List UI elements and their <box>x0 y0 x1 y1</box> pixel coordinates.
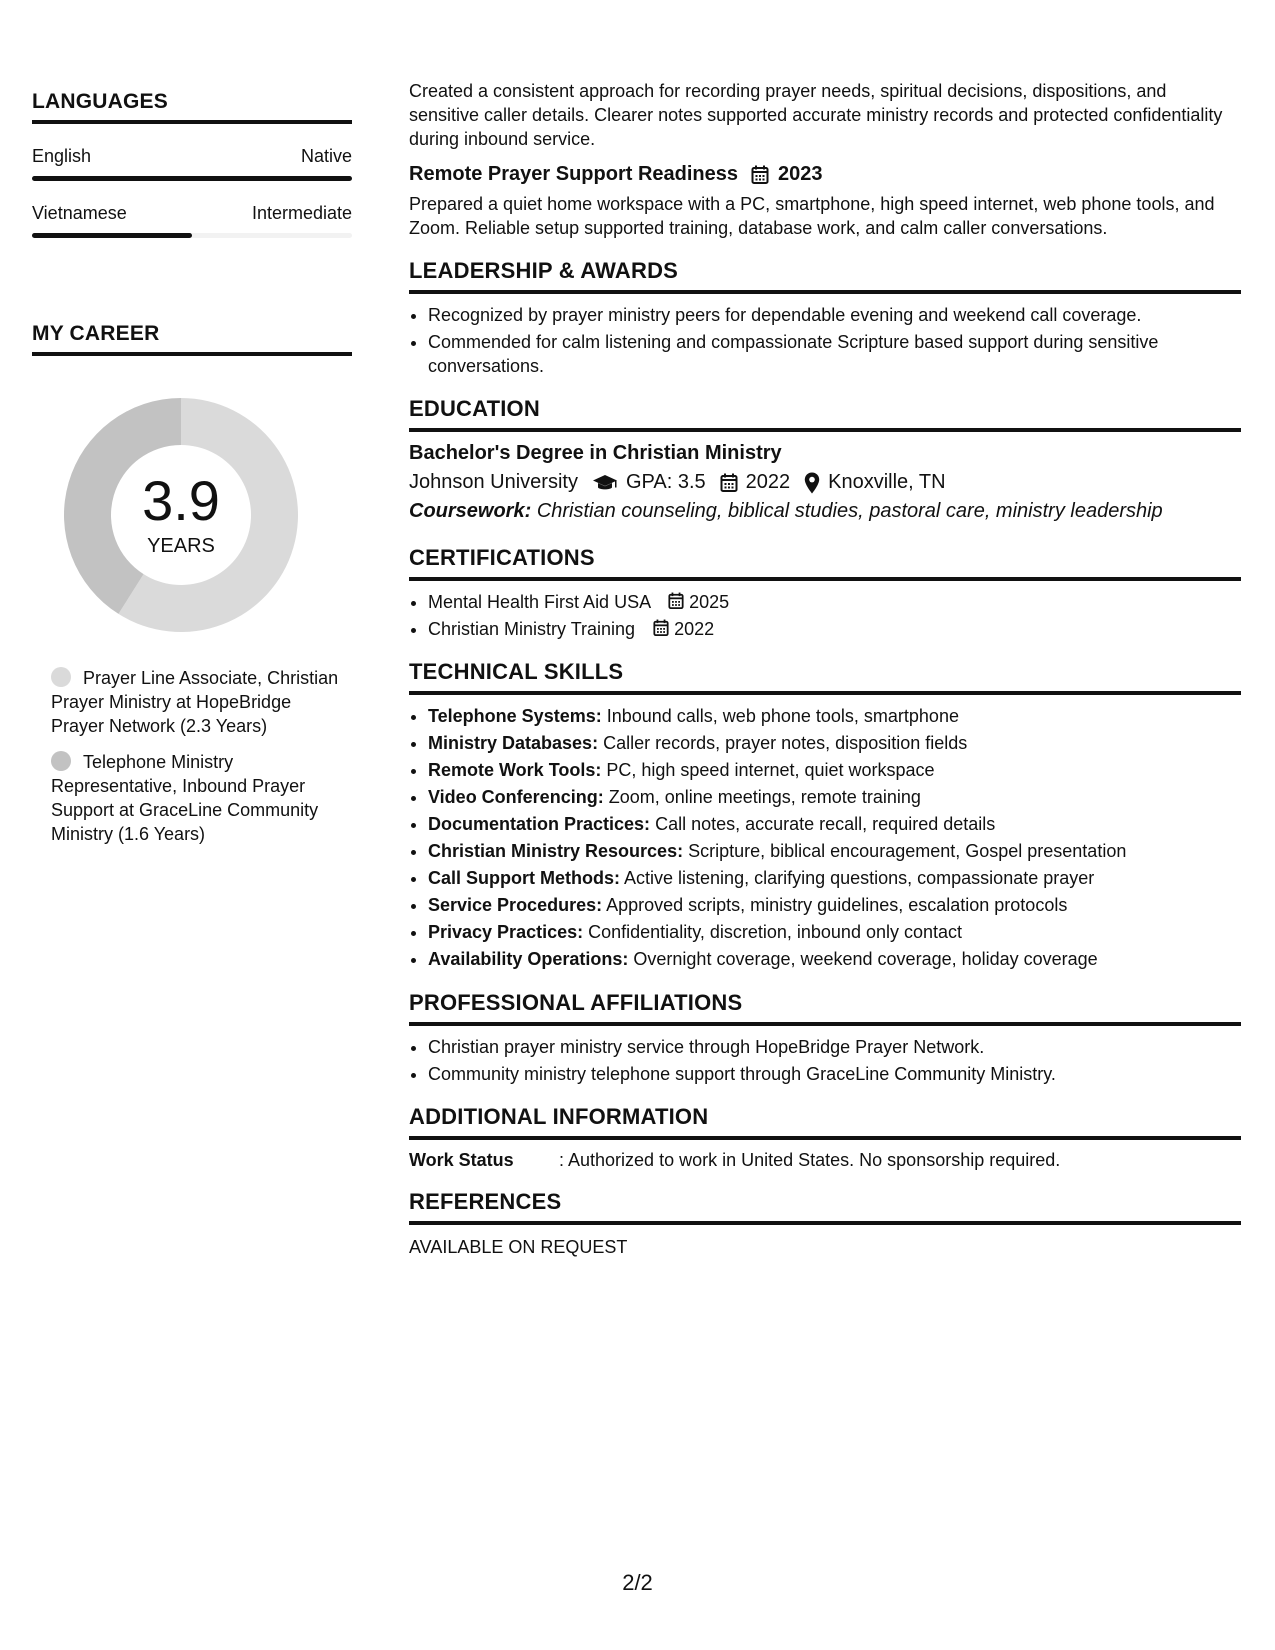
skill-value: Zoom, online meetings, remote training <box>608 787 921 807</box>
career-donut-chart <box>56 390 306 640</box>
skill-item <box>428 920 1241 945</box>
education-heading: EDUCATION <box>409 396 1241 432</box>
career-section <box>32 322 352 846</box>
project-description: Prepared a quiet home workspace with a PC, smartphone, high speed internet, web phone tools, and Zoom. Reliable setup supported training, database work, and calm caller conversations. <box>409 194 1215 238</box>
skill-value: Inbound calls, web phone tools, smartphone <box>606 706 959 726</box>
main-content <box>409 79 1241 1258</box>
calendar-icon <box>667 592 685 610</box>
education-gpa: GPA: 3.5 <box>625 471 706 493</box>
work-status-row <box>409 1150 1241 1171</box>
skill-value: Approved scripts, ministry guidelines, escalation protocols <box>606 895 1068 915</box>
education-school: Johnson University <box>409 471 578 493</box>
work-status-value: : Authorized to work in United States. No sponsorship required. <box>559 1150 1061 1170</box>
legend-label: Prayer Line Associate, Christian Prayer Ministry at HopeBridge Prayer Network (2.3 Years) <box>51 668 339 736</box>
language-proficiency-fill <box>32 176 352 181</box>
skill-label: Service Procedures: <box>428 895 603 915</box>
sidebar <box>32 90 352 858</box>
career-total-years: 3.9 <box>142 468 220 532</box>
skill-label: Call Support Methods: <box>428 868 620 888</box>
skill-item <box>428 758 1241 783</box>
leadership-list <box>409 303 1241 378</box>
skill-item <box>428 947 1241 972</box>
skill-value: Active listening, clarifying questions, compassionate prayer <box>624 868 1095 888</box>
education-year: 2022 <box>745 471 791 493</box>
calendar-icon <box>720 473 738 493</box>
skill-label: Christian Ministry Resources: <box>428 841 684 861</box>
skill-value: Caller records, prayer notes, disposition fields <box>603 733 968 753</box>
certifications-heading: CERTIFICATIONS <box>409 545 1241 581</box>
list-item: • Commended for calm listening and compassionate Scripture based support during sensitive conversations. <box>428 330 1241 378</box>
additional-info-heading: ADDITIONAL INFORMATION <box>409 1104 1241 1140</box>
skill-item <box>428 704 1241 729</box>
work-status-label: Work Status <box>409 1150 514 1170</box>
language-name: English <box>32 146 92 166</box>
language-proficiency-bar <box>32 176 352 181</box>
skill-label: Video Conferencing: <box>428 787 604 807</box>
project-year: 2023 <box>778 163 823 185</box>
skill-value: Confidentiality, discretion, inbound only contact <box>588 922 963 942</box>
certification-item <box>428 590 1241 614</box>
education-coursework <box>409 500 1241 523</box>
education-degree: Bachelor's Degree in Christian Ministry <box>409 442 782 464</box>
skill-item <box>428 839 1241 864</box>
certification-year: 2022 <box>674 619 715 639</box>
skill-label: Privacy Practices: <box>428 922 584 942</box>
skill-item <box>428 812 1241 837</box>
language-level: Intermediate <box>251 203 352 223</box>
graduation-cap-icon <box>592 474 618 492</box>
language-level: Native <box>300 146 352 166</box>
certifications-list <box>409 590 1241 641</box>
skill-label: Availability Operations: <box>428 949 629 969</box>
skill-value: Call notes, accurate recall, required details <box>655 814 996 834</box>
skill-item <box>428 893 1241 918</box>
project-title: Remote Prayer Support Readiness <box>409 163 738 185</box>
skill-label: Ministry Databases: <box>428 733 599 753</box>
references-heading: REFERENCES <box>409 1189 1241 1225</box>
skill-value: Scripture, biblical encouragement, Gospel presentation <box>688 841 1127 861</box>
skill-item <box>428 731 1241 756</box>
legend-dot <box>51 667 71 687</box>
page-number: 2/2 <box>622 1570 653 1595</box>
references-text: AVAILABLE ON REQUEST <box>409 1237 628 1257</box>
list-item: • Community ministry telephone support through GraceLine Community Ministry. <box>428 1062 1241 1086</box>
education-details <box>409 471 1241 494</box>
project-intro-text: Created a consistent approach for recording prayer needs, spiritual decisions, dispositions, and sensitive caller details. Clearer notes supported accurate ministry records and protected confidentiality during inbound service. <box>409 81 1223 149</box>
coursework-text: Christian counseling, biblical studies, pastoral care, ministry leadership <box>536 500 1163 522</box>
language-item <box>32 146 352 181</box>
calendar-icon <box>750 165 770 185</box>
affiliations-heading: PROFESSIONAL AFFILIATIONS <box>409 990 1241 1026</box>
legend-dot <box>51 751 71 771</box>
skill-item <box>428 785 1241 810</box>
language-proficiency-fill <box>32 233 192 238</box>
career-total-unit: YEARS <box>147 534 215 557</box>
languages-heading: LANGUAGES <box>32 90 352 124</box>
certification-name: Christian Ministry Training <box>428 619 636 639</box>
skill-value: PC, high speed internet, quiet workspace <box>606 760 935 780</box>
language-item <box>32 203 352 238</box>
certification-name: Mental Health First Aid USA <box>428 592 651 612</box>
language-proficiency-bar <box>32 233 352 238</box>
list-item: • Christian prayer ministry service through HopeBridge Prayer Network. <box>428 1035 1241 1059</box>
skills-list <box>409 704 1241 972</box>
skill-value: Overnight coverage, weekend coverage, holiday coverage <box>633 949 1098 969</box>
list-item: • Recognized by prayer ministry peers for dependable evening and weekend call coverage. <box>428 303 1241 327</box>
skill-label: Remote Work Tools: <box>428 760 602 780</box>
legend-label: Telephone Ministry Representative, Inbound Prayer Support at GraceLine Community Ministry (1.6 Years) <box>51 752 319 844</box>
career-legend <box>51 666 341 846</box>
leadership-heading: LEADERSHIP & AWARDS <box>409 258 1241 294</box>
calendar-icon <box>652 619 670 637</box>
skill-label: Telephone Systems: <box>428 706 602 726</box>
legend-item <box>51 750 341 846</box>
affiliations-list <box>409 1035 1241 1086</box>
education-location: Knoxville, TN <box>828 471 946 493</box>
project-title-row <box>409 163 1241 186</box>
career-heading: MY CAREER <box>32 322 352 356</box>
location-pin-icon <box>804 472 820 494</box>
language-name: Vietnamese <box>32 203 127 223</box>
certification-year: 2025 <box>689 592 730 612</box>
certification-item <box>428 617 1241 641</box>
skill-label: Documentation Practices: <box>428 814 651 834</box>
legend-item <box>51 666 341 738</box>
skills-heading: TECHNICAL SKILLS <box>409 659 1241 695</box>
coursework-label: Coursework: <box>409 500 532 522</box>
skill-item <box>428 866 1241 891</box>
